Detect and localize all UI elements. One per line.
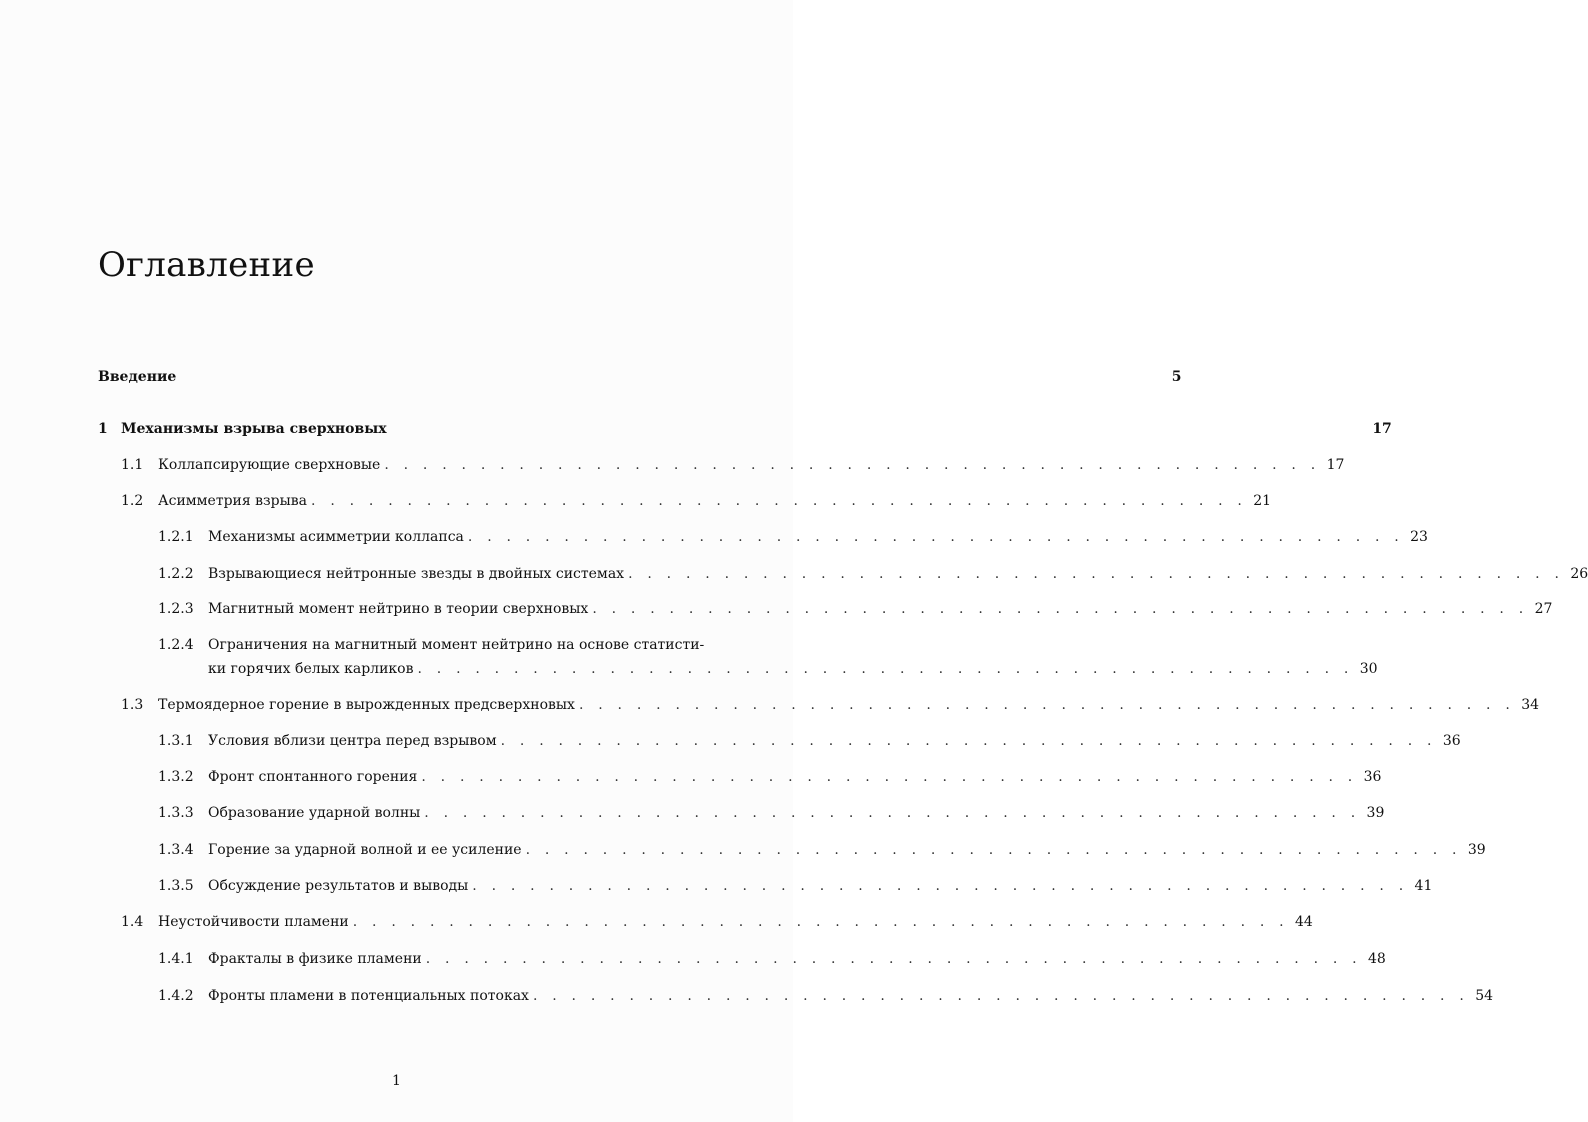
toc-entry[interactable] xyxy=(158,804,1385,822)
toc-page-number: 26 xyxy=(1570,566,1588,582)
toc-entry-label: Механизмы асимметрии коллапса xyxy=(208,529,464,545)
toc-leader-dots: . . . . . . . . . . . . . . . . . . . . . . . . . . . . . . . . . . . . . . . . . . . . . . . . . xyxy=(525,842,1462,858)
toc-entry-number: 1.3.5 xyxy=(158,878,194,894)
page-title: Оглавление xyxy=(98,245,315,285)
toc-entry[interactable] xyxy=(208,660,1378,678)
toc-entry-number: 1.2.1 xyxy=(158,529,194,545)
toc-entry-label: ки горячих белых карликов xyxy=(208,661,414,677)
toc-leader-dots: . . . . . . . . . . . . . . . . . . . . . . . . . . . . . . . . . . . . . . . . . . . . . . . . . xyxy=(500,733,1437,749)
toc-entry-label: Условия вблизи центра перед взрывом xyxy=(208,733,497,749)
toc-entry-number: 1.2 xyxy=(121,493,144,509)
toc-entry-number: 1.2.3 xyxy=(158,601,194,617)
toc-entry-number: 1 xyxy=(98,421,108,437)
toc-leader-dots: . . . . . . . . . . . . . . . . . . . . . . . . . . . . . . . . . . . . . . . . . . . . . . . . . xyxy=(425,951,1362,967)
toc-leader-dots: . . . . . . . . . . . . . . . . . . . . . . . . . . . . . . . . . . . . . . . . . . . . . . . . . xyxy=(384,457,1321,473)
toc-entry-number: 1.4.2 xyxy=(158,988,194,1004)
toc-entry-label: Взрывающиеся нейтронные звезды в двойных системах xyxy=(208,566,625,582)
toc-leader-dots: . . . . . . . . . . . . . . . . . . . . . . . . . . . . . . . . . . . . . . . . . . . . . . . . . xyxy=(532,988,1470,1004)
toc-page-number: 54 xyxy=(1475,988,1494,1004)
toc-entry-number: 1.4.1 xyxy=(158,951,194,967)
toc-entry-label: Введение xyxy=(98,369,177,385)
toc-entry-number: 1.3.4 xyxy=(158,842,194,858)
toc-entry-intro[interactable] xyxy=(98,368,1182,386)
toc-leader-dots: . . . . . . . . . . . . . . . . . . . . . . . . . . . . . . . . . . . . . . . . . . . . . . . . . xyxy=(421,769,1358,785)
toc-entry-number: 1.3.1 xyxy=(158,733,194,749)
toc-entry-label: Магнитный момент нейтрино в теории сверхновых xyxy=(208,601,589,617)
toc-entry[interactable] xyxy=(158,768,1382,786)
toc-page-number: 30 xyxy=(1359,661,1378,677)
toc-entry[interactable] xyxy=(158,732,1461,750)
toc-entry[interactable] xyxy=(158,987,1494,1005)
toc-entry-number: 1.2.4 xyxy=(158,637,194,653)
toc-entry[interactable] xyxy=(121,696,1540,714)
toc-leader-dots: . . . . . . . . . . . . . . . . . . . . . . . . . . . . . . . . . . . . . . . . . . . . . . . . . xyxy=(628,566,1565,582)
toc-page-number: 36 xyxy=(1363,769,1382,785)
toc-page-number: 41 xyxy=(1414,878,1433,894)
toc-entry[interactable] xyxy=(121,456,1345,474)
toc-leader-dots: . . . . . . . . . . . . . . . . . . . . . . . . . . . . . . . . . . . . . . . . . . . . . . . . . xyxy=(592,601,1529,617)
toc-entry-label: Фронты пламени в потенциальных потоках xyxy=(208,988,529,1004)
toc-page-number: 23 xyxy=(1410,529,1428,545)
toc-entry[interactable] xyxy=(158,950,1386,968)
toc-page-number: 48 xyxy=(1368,951,1386,967)
toc-entry-label-line1[interactable]: Ограничения на магнитный момент нейтрино на основе статисти- xyxy=(208,637,705,653)
toc-leader-dots: . . . . . . . . . . . . . . . . . . . . . . . . . . . . . . . . . . . . . . . . . . . . . . . . . xyxy=(352,914,1289,930)
toc-entry-number: 1.1 xyxy=(121,457,144,473)
toc-entry[interactable] xyxy=(158,877,1433,895)
toc-entry-label: Обсуждение результатов и выводы xyxy=(208,878,469,894)
toc-page-number: 27 xyxy=(1534,601,1553,617)
toc-entry[interactable] xyxy=(121,492,1272,510)
toc-page-number: 36 xyxy=(1442,733,1461,749)
toc-leader-dots: . . . . . . . . . . . . . . . . . . . . . . . . . . . . . . . . . . . . . . . . . . . . . . . . . xyxy=(578,697,1516,713)
toc-entry[interactable] xyxy=(158,528,1428,546)
toc-entry[interactable] xyxy=(158,565,1588,583)
toc-page-number: 44 xyxy=(1295,914,1313,930)
toc-entry-number: 1.3.2 xyxy=(158,769,194,785)
page-number-footer: 1 xyxy=(392,1073,401,1089)
toc-leader-dots: . . . . . . . . . . . . . . . . . . . . . . . . . . . . . . . . . . . . . . . . . . . . . . . . . xyxy=(424,805,1361,821)
toc-leader-dots: . . . . . . . . . . . . . . . . . . . . . . . . . . . . . . . . . . . . . . . . . . . . . . . . . xyxy=(467,529,1404,545)
toc-entry-label: Неустойчивости пламени xyxy=(158,914,349,930)
toc-entry-number: 1.4 xyxy=(121,914,144,930)
toc-entry[interactable] xyxy=(158,841,1486,859)
toc-leader-dots: . . . . . . . . . . . . . . . . . . . . . . . . . . . . . . . . . . . . . . . . . . . . . . . . . xyxy=(311,493,1248,509)
toc-entry-chapter-1[interactable] xyxy=(98,420,1392,438)
toc-entry[interactable] xyxy=(121,913,1313,931)
toc-leader-dots: . . . . . . . . . . . . . . . . . . . . . . . . . . . . . . . . . . . . . . . . . . . . . . . . . xyxy=(417,661,1354,677)
toc-page-number: 21 xyxy=(1253,493,1272,509)
toc-entry-label: Фракталы в физике пламени xyxy=(208,951,422,967)
toc-entry-number: 1.2.2 xyxy=(158,566,194,582)
toc-page-number: 39 xyxy=(1467,842,1486,858)
toc-entry-label: Механизмы взрыва сверхновых xyxy=(121,421,387,437)
toc-entry-label: Горение за ударной волной и ее усиление xyxy=(208,842,522,858)
toc-entry-label: Асимметрия взрыва xyxy=(158,493,308,509)
toc-entry-number: 1.3.3 xyxy=(158,805,194,821)
toc-page-number: 5 xyxy=(1171,369,1182,385)
toc-entry-number: 1.3 xyxy=(121,697,144,713)
toc-leader-dots: . . . . . . . . . . . . . . . . . . . . . . . . . . . . . . . . . . . . . . . . . . . . . . . . . xyxy=(472,878,1409,894)
toc-entry-label: Термоядерное горение в вырожденных предсверхновых xyxy=(158,697,575,713)
toc-entry-label: Коллапсирующие сверхновые xyxy=(158,457,381,473)
toc-entry[interactable] xyxy=(158,600,1553,618)
toc-page-number: 34 xyxy=(1521,697,1540,713)
toc-entry-label: Фронт спонтанного горения xyxy=(208,769,418,785)
toc-entry-label: Образование ударной волны xyxy=(208,805,421,821)
toc-page-number: 17 xyxy=(1372,421,1392,437)
toc-page-number: 17 xyxy=(1326,457,1345,473)
toc-page-number: 39 xyxy=(1366,805,1385,821)
